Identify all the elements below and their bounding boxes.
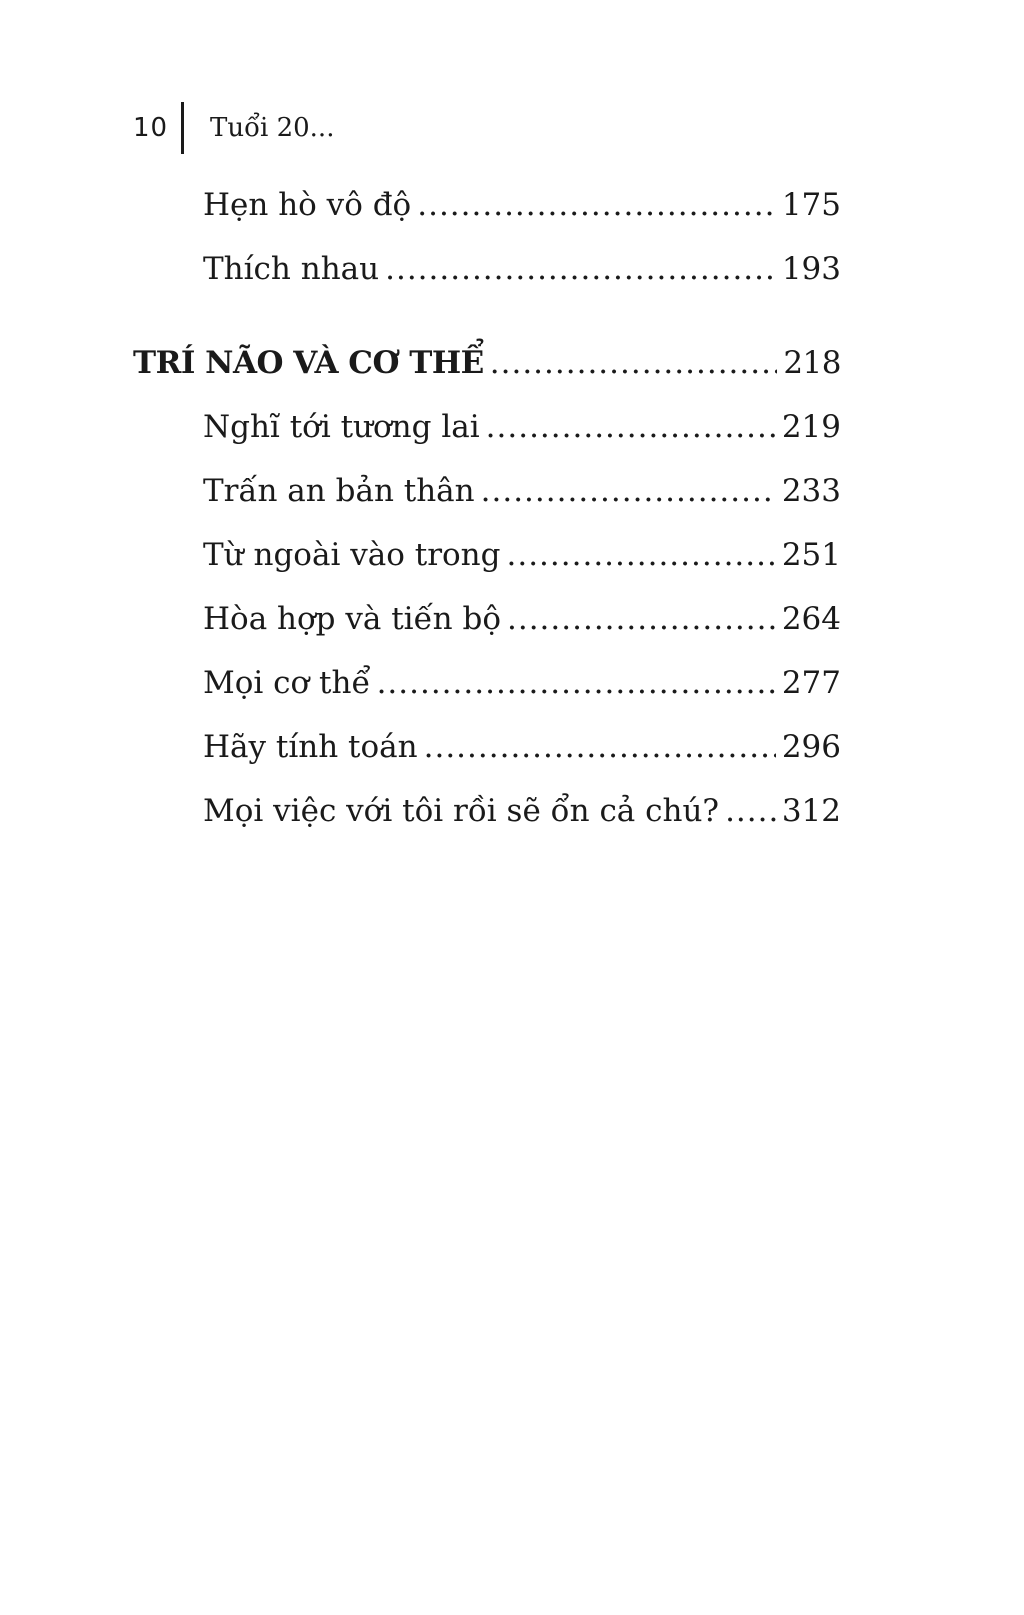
toc-entry [203,181,841,229]
toc-entry-title: Hãy tính toán [203,729,418,765]
dot-leader [490,339,778,387]
toc-entry-title: Mọi việc với tôi rồi sẽ ổn cả chú? [203,793,720,829]
toc-entry-page: 296 [781,729,841,765]
toc-entry [203,245,841,293]
toc-entry-title: Nghĩ tới tương lai [203,409,480,445]
dot-leader [725,787,776,835]
toc-entry-title: Trấn an bản thân [203,473,475,509]
toc-entry [203,403,841,451]
toc-entry [203,659,841,707]
toc-entry-page: 193 [781,251,841,287]
book-title: Tuổi 20... [210,113,335,143]
toc-entry [203,531,841,579]
toc-entry-page: 277 [781,665,841,701]
toc-entry-page: 175 [781,187,841,223]
toc-section-page: 218 [783,345,841,381]
header-divider [181,102,184,154]
toc-entry-page: 219 [781,409,841,445]
page-number: 10 [133,113,169,143]
toc-section-heading [133,339,841,387]
toc-section-title: TRÍ NÃO VÀ CƠ THỂ [133,345,484,381]
dot-leader [417,181,776,229]
toc-entry-title: Hòa hợp và tiến bộ [203,601,501,637]
dot-leader [385,245,776,293]
dot-leader [424,723,776,771]
toc-entry-page: 264 [781,601,841,637]
dot-leader [506,531,775,579]
toc-entry-title: Từ ngoài vào trong [203,537,501,573]
toc-entry-page: 251 [781,537,841,573]
toc-entry [203,723,841,771]
toc-entry-title: Mọi cơ thể [203,665,371,701]
running-head [133,100,334,156]
dot-leader [481,467,776,515]
toc-entry [203,467,841,515]
toc-entry-title: Hẹn hò vô độ [203,187,412,223]
toc-entry-page: 312 [781,793,841,829]
dot-leader [377,659,776,707]
dot-leader [486,403,776,451]
toc-entry-title: Thích nhau [203,251,380,287]
dot-leader [507,595,776,643]
toc-entry [203,595,841,643]
toc-entry-page: 233 [781,473,841,509]
toc-entry [203,787,841,835]
